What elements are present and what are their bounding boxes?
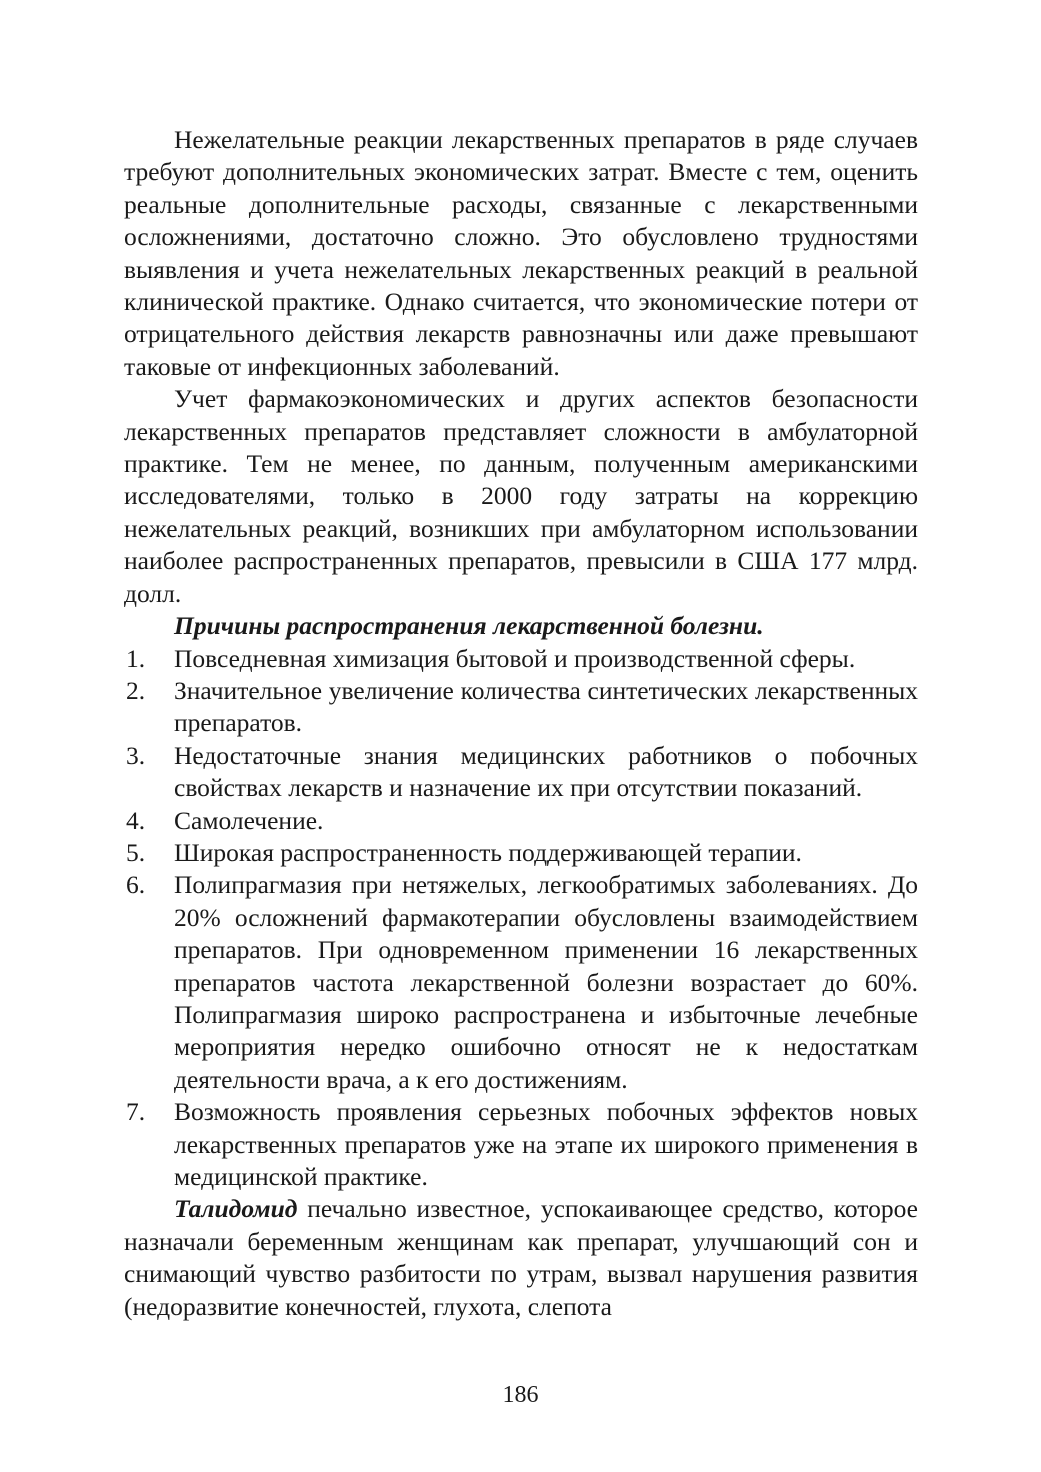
list-item xyxy=(124,675,918,740)
list-item xyxy=(124,740,918,805)
list-item-text: Недостаточные знания медицинских работников о побочных свойствах лекарств и назначение их при отсутствии показаний. xyxy=(174,740,918,803)
list-item-text: Значительное увеличение количества синтетических лекарственных препаратов. xyxy=(174,675,918,738)
list-item xyxy=(124,1096,918,1193)
term-thalidomide: Талидомид xyxy=(174,1194,298,1224)
list-item xyxy=(124,869,918,1096)
list-item-number: 7. xyxy=(126,1097,146,1127)
paragraph-1: Нежелательные реакции лекарственных препаратов в ряде случаев требуют дополнительных экономических затрат. Вместе с тем, оценить реальные дополнительные расходы, связанные с лекарственными осложнениями, достаточно сложно. Это обусловлено трудностями выявления и учета нежелательных лекарственных реакций в реальной клинической практике. Однако считается, что экономические потери от отрицательного действия лекарств равнозначны или даже превышают таковые от инфекционных заболеваний. xyxy=(124,125,918,381)
causes-list xyxy=(124,643,918,1194)
list-item-text: Широкая распространенность поддерживающей терапии. xyxy=(174,837,802,867)
list-item-text: Повседневная химизация бытовой и производственной сферы. xyxy=(174,643,856,673)
section-heading: Причины распространения лекарственной болезни. xyxy=(174,611,764,641)
list-item-number: 6. xyxy=(126,870,146,900)
paragraph-thalidomide-text: печально известное, успокаивающее средство, которое назначали беременным женщинам как препарат, улучшающий сон и снимающий чувство разбитости по утрам, вызвал нарушения развития (недоразвитие конечностей, глухота, слепота xyxy=(124,1194,918,1321)
list-item-number: 1. xyxy=(126,643,146,673)
list-item-number: 2. xyxy=(126,675,146,705)
list-item-text: Полипрагмазия при нетяжелых, легкообратимых заболеваниях. До 20% осложнений фармакотерапии обусловлены взаимодействием препаратов. При одновременном применении 16 лекарственных препаратов частота лекарственной болезни возрастает до 60%. Полипрагмазия широко распространена и избыточные лечебные мероприятия нередко ошибочно относят не к недостаткам деятельности врача, а к его достижениям. xyxy=(174,870,918,1094)
list-item-number: 5. xyxy=(126,837,146,867)
list-item xyxy=(124,643,918,675)
paragraph-thalidomide xyxy=(124,1193,918,1323)
list-item-number: 4. xyxy=(126,805,146,835)
paragraph-2: Учет фармакоэкономических и других аспектов безопасности лекарственных препаратов представляет сложности в амбулаторной практике. Тем не менее, по данным, полученным американскими исследователями, только в 2000 году затраты на коррекцию нежелательных реакций, возникших при амбулаторном использовании наиболее распространенных препаратов, превысили в США 177 млрд. долл. xyxy=(124,384,918,608)
list-item-number: 3. xyxy=(126,740,146,770)
page-number: 186 xyxy=(502,1382,539,1408)
list-item-text: Самолечение. xyxy=(174,805,324,835)
list-item xyxy=(124,805,918,837)
list-item xyxy=(124,837,918,869)
page-body xyxy=(124,124,918,1323)
list-item-text: Возможность проявления серьезных побочных эффектов новых лекарственных препаратов уже на этапе их широкого применения в медицинской практике. xyxy=(174,1097,918,1191)
